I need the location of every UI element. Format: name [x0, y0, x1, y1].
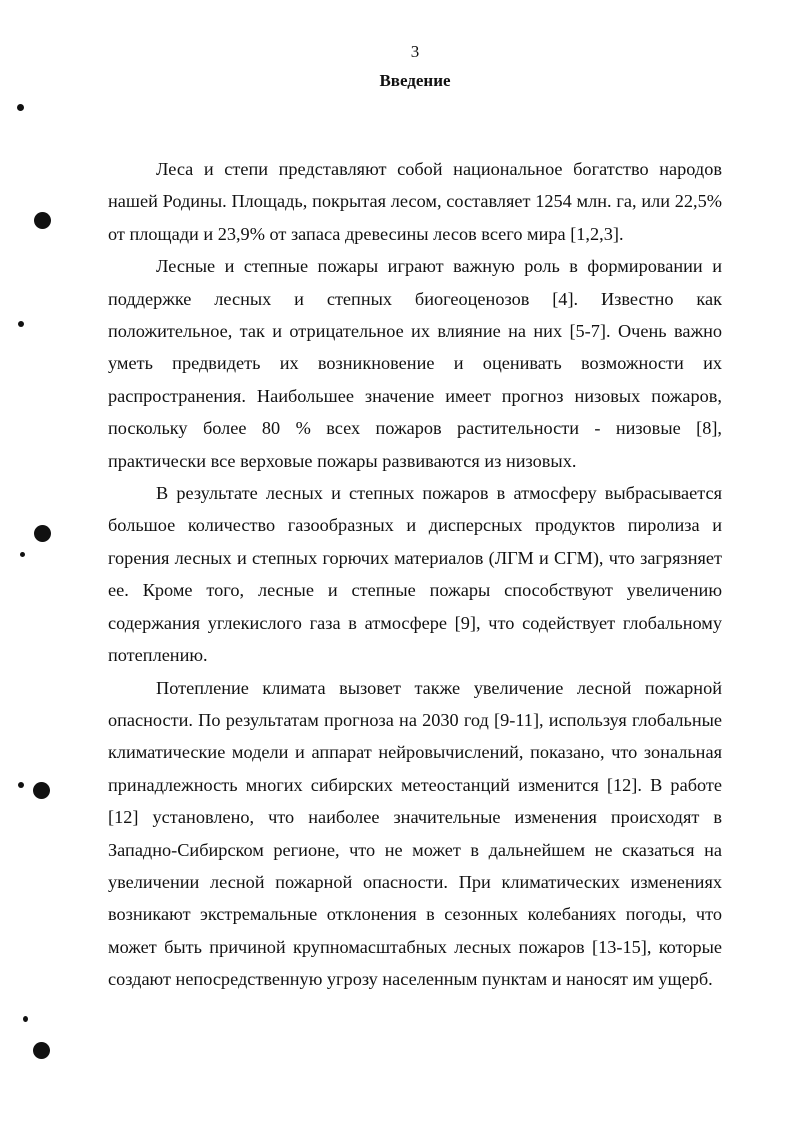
paragraph-1: Леса и степи представляют собой национальное богатство народов нашей Родины. Площадь, покрытая лесом, составляет 1254 млн. га, или 22,5% от площади и 23,9% от запаса древесины лесов всего мира [1,2,3]. — [108, 159, 722, 244]
scan-dot-mark — [18, 782, 24, 788]
scan-dot-mark — [20, 552, 25, 557]
scan-dot-mark — [17, 104, 24, 111]
body-text — [108, 153, 722, 996]
page-number: 3 — [410, 42, 420, 61]
paragraph-3: В результате лесных и степных пожаров в атмосферу выбрасывается большое количество газообразных и дисперсных продуктов пиролиза и горения лесных и степных горючих материалов (ЛГМ и СГМ), что загрязняет ее. Кроме того, лесные и степные пожары способствуют увеличению содержания углекислого газа в атмосфере [9], что содействует глобальному потеплению. — [108, 483, 722, 666]
scan-dot-mark — [34, 212, 51, 229]
scan-dot-mark — [34, 525, 51, 542]
scan-dot-mark — [33, 1042, 50, 1059]
scan-dot-mark — [33, 782, 50, 799]
page-heading: Введение — [379, 71, 451, 90]
paragraph-2: Лесные и степные пожары играют важную роль в формировании и поддержке лесных и степных биогеоценозов [4]. Известно как положительное, так и отрицательное их влияние на них [5-7]. Очень важно уметь предвидеть их возникновение и оценивать возможности их распространения. Наибольшее значение имеет прогноз низовых пожаров, поскольку более 80 % всех пожаров растительности - низовые [8], практически все верховые пожары развиваются из низовых. — [108, 256, 722, 471]
scan-dot-mark — [23, 1016, 28, 1022]
paragraph-4: Потепление климата вызовет также увеличение лесной пожарной опасности. По результатам прогноза на 2030 год [9-11], используя глобальные климатические модели и аппарат нейровычислений, показано, что зональная принадлежность многих сибирских метеостанций изменится [12]. В работе [12] установлено, что наиболее значительные изменения происходят в Западно-Сибирском регионе, что не может в дальнейшем не сказаться на увеличении лесной пожарной опасности. При климатических изменениях возникают экстремальные отклонения в сезонных колебаниях погоды, что может быть причиной крупномасштабных лесных пожаров [13-15], которые создают непосредственную угрозу населенным пунктам и наносят им ущерб. — [108, 677, 722, 990]
scan-dot-mark — [18, 321, 24, 327]
